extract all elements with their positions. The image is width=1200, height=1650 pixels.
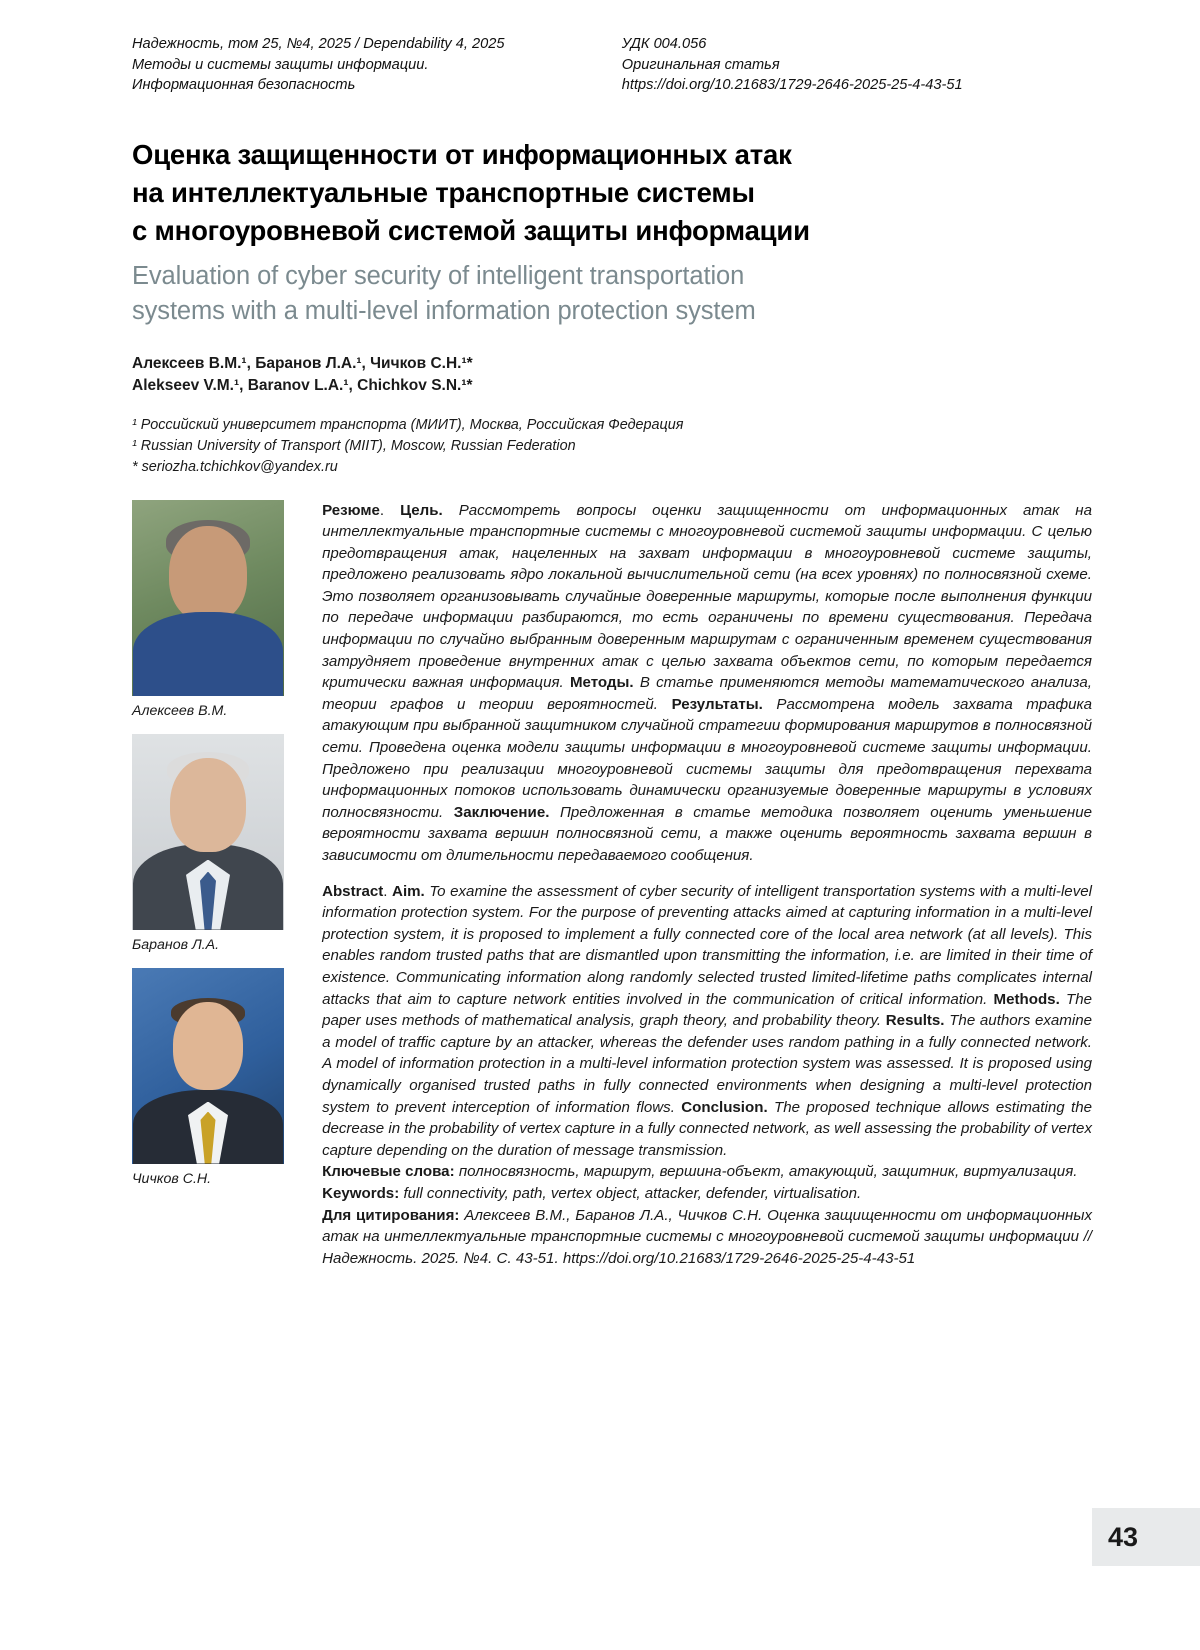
authors-ru: Алексеев В.М.¹, Баранов Л.А.¹, Чичков С.Н.¹* xyxy=(132,353,1092,375)
keywords-ru-text: полносвязность, маршрут, вершина-объект, атакующий, защитник, виртуализация. xyxy=(459,1163,1078,1180)
authors-en: Alekseev V.M.¹, Baranov L.A.¹, Chichkov S.N.¹* xyxy=(132,375,1092,397)
abstract-ru-conclusion-text: Предложенная в статье методика позволяет оценить уменьшение вероятности захвата вершин полносвязной сети, а также оценить вероятность захвата вершин в зависимости от длительности передаваемого сообщения. xyxy=(322,804,1092,864)
author-photo-block-2 xyxy=(132,734,284,954)
author-photo-block-3 xyxy=(132,968,284,1188)
abstract-en-aim-text: To examine the assessment of cyber security of intelligent transportation systems with a multi-level information protection system. For the purpose of preventing attacks aimed at capturing information in a multi-level protection system, it is proposed to implement a fully connected core of the local area network (at all levels). This enables random trusted paths that are dismantled upon transmitting the information, i.e. are limited in their time of existence. Communicating information along randomly selected trusted limited-lifetime paths complicates internal attacks that aim to capture network entities involved in the communication of critical information. xyxy=(322,883,1092,1008)
header-journal-line-1: Надежность, том 25, №4, 2025 / Dependability 4, 2025 xyxy=(132,34,622,55)
header-udc: УДК 004.056 xyxy=(622,34,1092,55)
abstract-ru-methods-label: Методы. xyxy=(570,674,634,691)
keywords-ru-label: Ключевые слова: xyxy=(322,1163,455,1180)
portrait-baranov-image xyxy=(132,734,284,930)
author-photo-block-1 xyxy=(132,500,284,720)
author-photos-column xyxy=(132,500,300,1202)
abstract-en-methods-text: The paper uses methods of mathematical analysis, graph theory, and probability theory. xyxy=(322,991,1092,1030)
keywords-en-label: Keywords: xyxy=(322,1185,399,1202)
keywords-ru xyxy=(322,1161,1092,1183)
portrait-chichkov-image xyxy=(132,968,284,1164)
page-title-ru xyxy=(132,136,1092,250)
title-en-line-1: Evaluation of cyber security of intelligent transportation xyxy=(132,259,1092,294)
portrait-alekseev-image xyxy=(132,500,284,696)
page-title-en xyxy=(132,259,1092,329)
abstract-en-conclusion-label: Conclusion. xyxy=(681,1099,767,1116)
abstract-en: Abstract. Aim. To examine the assessment of cyber security of intelligent transportation systems with a multi-level information protection system. For the purpose of preventing attacks aimed at capturing information in a multi-level protection system, it is proposed to implement a fully connected core of the local area network (at all levels). This enables random trusted paths that are dismantled upon transmitting the information, i.e. are limited in their time of existence. Communicating information along randomly selected trusted limited-lifetime paths complicates internal attacks that aim to capture network entities involved in the communication of critical information. Methods. The paper uses methods of mathematical analysis, graph theory, and probability theory. Results. The authors examine a model of traffic capture by an attacker, whereas the defender uses random pathing in a fully connected network. A model of information protection in a multi-level information protection system was assessed. It is proposed using dynamically organised trusted paths in fully connected environments when designing a multi-level protection system to prevent interception of information flows. Conclusion. The proposed technique allows estimating the decrease in the probability of vertex capture in a fully connected network, as well assessing the probability of vertex capture depending on the duration of message transmission. xyxy=(322,881,1092,1162)
header-journal-info xyxy=(132,34,622,96)
header-doi-link[interactable]: https://doi.org/10.21683/1729-2646-2025-25-4-43-51 xyxy=(622,75,1092,96)
abstract-en-conclusion-text: The proposed technique allows estimating the decrease in the probability of vertex capture in a fully connected network, as well assessing the probability of vertex capture depending on the duration of message transmission. xyxy=(322,1099,1092,1159)
page-number: 43 xyxy=(1108,1522,1138,1553)
header-article-type: Оригинальная статья xyxy=(622,55,1092,76)
abstract-en-methods-label: Methods. xyxy=(994,991,1060,1008)
abstract-ru-conclusion-label: Заключение. xyxy=(454,804,550,821)
title-ru-line-1: Оценка защищенности от информационных атак xyxy=(132,136,1092,174)
abstract-ru-aim-text: Рассмотреть вопросы оценки защищенности от информационных атак на интеллектуальные транспортные системы с многоуровневой системой защиты информации. С целью предотвращения атак, нацеленных на захват информации в многоуровневой системе защиты, предложено реализовать ядро локальной вычислительной сети (на всех уровнях) по полносвязной схеме. Это позволяет организовывать случайные доверенные маршруты, которые после выполнения функции по передаче информации разбираются, то есть ограничены по времени существования. Передача информации по случайно выбранным доверенным маршрутам с ограниченным временем существования затрудняет проведение внутренних атак с целью захвата объектов сети, по которым передается критически важная информация. xyxy=(322,502,1092,692)
abstract-ru-label: Резюме xyxy=(322,502,380,519)
abstract-en-results-text: The authors examine a model of traffic capture by an attacker, whereas the defender uses random pathing in a fully connected network. A model of information protection in a multi-level information protection system was assessed. It is proposed using dynamically organised trusted paths in fully connected environments when designing a multi-level protection system to prevent interception of information flows. xyxy=(322,1012,1092,1115)
keywords-en-text: full connectivity, path, vertex object, attacker, defender, virtualisation. xyxy=(403,1185,861,1202)
title-en-line-2: systems with a multi-level information protection system xyxy=(132,294,1092,329)
abstract-en-aim-label: Aim. xyxy=(392,883,425,900)
abstract-text-column xyxy=(322,500,1092,1270)
header-article-meta xyxy=(622,34,1092,96)
corresponding-email[interactable]: * seriozha.tchichkov@yandex.ru xyxy=(132,457,1092,478)
citation-block xyxy=(322,1205,1092,1270)
abstract-en-results-label: Results. xyxy=(886,1012,945,1029)
citation-label: Для цитирования: xyxy=(322,1207,459,1224)
title-ru-line-3: с многоуровневой системой защиты информации xyxy=(132,212,1092,250)
keywords-en xyxy=(322,1183,1092,1205)
abstract-ru-methods-text: В статье применяются методы математического анализа, теории графов и теории вероятностей. xyxy=(322,674,1092,713)
title-ru-line-2: на интеллектуальные транспортные системы xyxy=(132,174,1092,212)
citation-text: Алексеев В.М., Баранов Л.А., Чичков С.Н. Оценка защищенности от информационных атак на интеллектуальные транспортные системы с многоуровневой системой защиты информации // Надежность. 2025. №4. С. 43-51. https://doi.org/10.21683/1729-2646-2025-25-4-43-51 xyxy=(322,1207,1092,1267)
affiliation-ru: ¹ Российский университет транспорта (МИИТ), Москва, Российская Федерация xyxy=(132,415,1092,436)
abstract-ru-results-label: Результаты. xyxy=(672,696,763,713)
author-photo-caption-3: Чичков С.Н. xyxy=(132,1170,284,1188)
author-photo-caption-2: Баранов Л.А. xyxy=(132,936,284,954)
abstract-en-label: Abstract xyxy=(322,883,383,900)
affiliations-block xyxy=(132,415,1092,478)
header-journal-line-3: Информационная безопасность xyxy=(132,75,622,96)
abstract-ru-aim-label: Цель. xyxy=(400,502,443,519)
abstract-ru-results-text: Рассмотрена модель захвата трафика атакующим при выбранной защитником случайной стратегии формирования маршрутов в полносвязной сети. Проведена оценка модели защиты информации в многоуровневой системе защиты информации. Предложено при реализации многоуровневой системы защиты для предотвращения перехвата информационных потоков использовать динамически организуемые доверенные маршруты в условиях полносвязности. xyxy=(322,696,1092,821)
author-photo-caption-1: Алексеев В.М. xyxy=(132,702,284,720)
affiliation-en: ¹ Russian University of Transport (MIIT), Moscow, Russian Federation xyxy=(132,436,1092,457)
page-header xyxy=(132,34,1092,96)
authors-block xyxy=(132,353,1092,397)
abstract-ru: Резюме. Цель. Рассмотреть вопросы оценки защищенности от информационных атак на интеллектуальные транспортные системы с многоуровневой системой защиты информации. С целью предотвращения атак, нацеленных на захват информации в многоуровневой системе защиты, предложено реализовать ядро локальной вычислительной сети (на всех уровнях) по полносвязной схеме. Это позволяет организовывать случайные доверенные маршруты, которые после выполнения функции по передаче информации разбираются, то есть ограничены по времени существования. Передача информации по случайно выбранным доверенным маршрутам с ограниченным временем существования затрудняет проведение внутренних атак с целью захвата объектов сети, по которым передается критически важная информация. Методы. В статье применяются методы математического анализа, теории графов и теории вероятностей. Результаты. Рассмотрена модель захвата трафика атакующим при выбранной защитником случайной стратегии формирования маршрутов в полносвязной сети. Проведена оценка модели защиты информации в многоуровневой системе защиты информации. Предложено при реализации многоуровневой системы защиты для предотвращения перехвата информационных потоков использовать динамически организуемые доверенные маршруты в условиях полносвязности. Заключение. Предложенная в статье методика позволяет оценить уменьшение вероятности захвата вершин полносвязной сети, а также оценить вероятность захвата вершин в зависимости от длительности передаваемого сообщения. xyxy=(322,500,1092,867)
page-number-badge xyxy=(1092,1508,1200,1566)
header-journal-line-2: Методы и системы защиты информации. xyxy=(132,55,622,76)
abstract-section xyxy=(132,500,1092,1650)
